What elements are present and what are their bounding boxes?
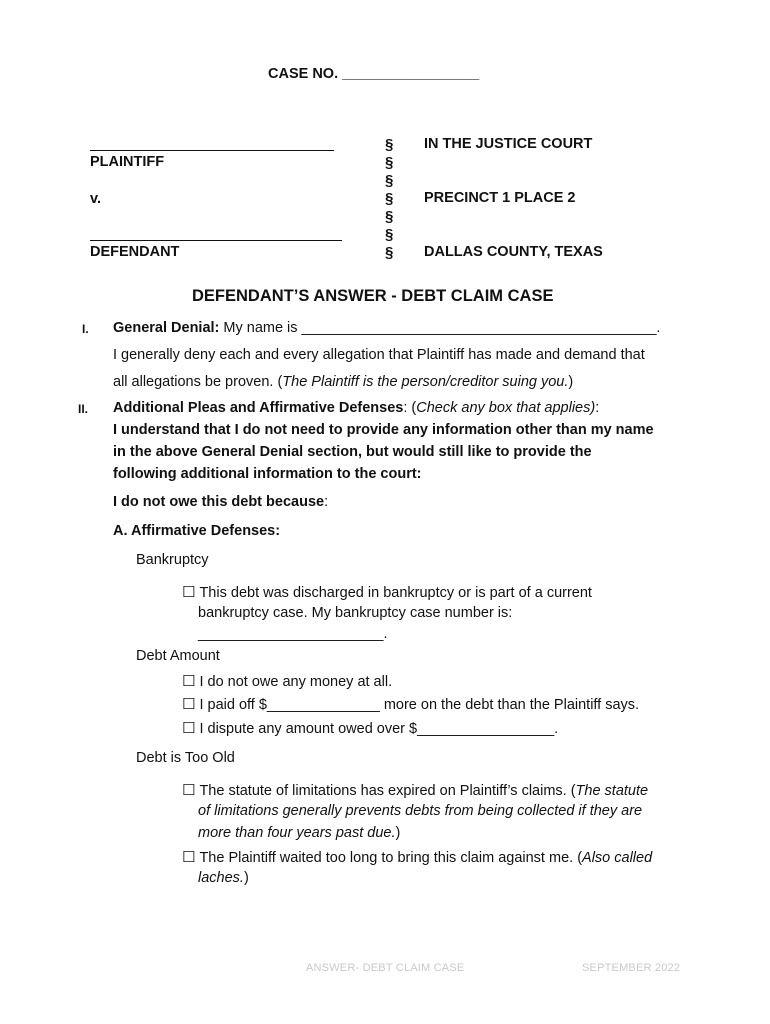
debt-amount-option[interactable] bbox=[182, 695, 639, 713]
case-number-line[interactable]: CASE NO. _________________ bbox=[268, 66, 480, 82]
affirmative-defenses-heading: A. Affirmative Defenses: bbox=[113, 523, 281, 539]
option-note: Also called bbox=[582, 850, 653, 866]
denial-text-part: ) bbox=[568, 374, 574, 390]
court-name: IN THE JUSTICE COURT bbox=[424, 136, 593, 152]
heading-punct: : bbox=[324, 494, 329, 510]
footer-title: ANSWER- DEBT CLAIM CASE bbox=[306, 962, 465, 974]
understand-text: in the above General Denial section, but would still like to provide the bbox=[113, 444, 592, 460]
bankruptcy-heading: Bankruptcy bbox=[136, 552, 209, 568]
precinct-place: PRECINCT 1 PLACE 2 bbox=[424, 190, 576, 206]
not-owe-heading: I do not owe this debt because bbox=[113, 494, 325, 510]
checkbox[interactable]: ☐ bbox=[182, 584, 196, 601]
plaintiff-note: The Plaintiff is the person/creditor suing you. bbox=[282, 374, 569, 390]
too-old-heading: Debt is Too Old bbox=[136, 750, 235, 766]
debt-amount-option[interactable] bbox=[182, 672, 392, 690]
defendant-label: DEFENDANT bbox=[90, 244, 180, 260]
option-note-line bbox=[198, 825, 400, 841]
option-text: I dispute any amount owed over $_________________. bbox=[199, 721, 559, 737]
denial-text-continued bbox=[113, 374, 573, 390]
checkbox[interactable]: ☐ bbox=[182, 720, 196, 737]
section-symbol: § bbox=[385, 226, 394, 243]
checkbox[interactable]: ☐ bbox=[182, 782, 196, 799]
section-symbol: § bbox=[385, 154, 394, 171]
option-note-line bbox=[198, 870, 249, 886]
option-note: more than four years past due. bbox=[198, 825, 396, 841]
check-instruction: Check any box that applies) bbox=[416, 400, 596, 416]
plaintiff-label: PLAINTIFF bbox=[90, 154, 165, 170]
statute-option[interactable] bbox=[182, 781, 648, 799]
general-denial-line bbox=[113, 320, 660, 336]
document-title: DEFENDANT’S ANSWER - DEBT CLAIM CASE bbox=[192, 287, 554, 305]
bankruptcy-option[interactable] bbox=[182, 583, 592, 601]
footer-date: SEPTEMBER 2022 bbox=[582, 962, 681, 974]
plaintiff-name-line[interactable] bbox=[90, 150, 334, 151]
section-numeral-2: II. bbox=[78, 402, 89, 416]
option-note: of limitations generally prevents debts from being collected if they are bbox=[198, 803, 643, 819]
option-text: ) bbox=[395, 825, 401, 841]
laches-option[interactable] bbox=[182, 848, 652, 866]
debt-amount-option[interactable] bbox=[182, 719, 558, 737]
debt-amount-heading: Debt Amount bbox=[136, 648, 220, 664]
versus-label: v. bbox=[90, 191, 102, 207]
section-symbol: § bbox=[385, 190, 394, 207]
additional-pleas-line bbox=[113, 400, 599, 416]
understand-text: following additional information to the court: bbox=[113, 466, 422, 482]
heading-punct: : bbox=[595, 400, 600, 416]
heading-punct: : ( bbox=[403, 400, 417, 416]
defendant-name-line[interactable] bbox=[90, 240, 342, 241]
section-symbol: § bbox=[385, 244, 394, 261]
section-numeral-1: I. bbox=[82, 322, 89, 336]
not-owe-line bbox=[113, 494, 328, 510]
county-state: DALLAS COUNTY, TEXAS bbox=[424, 244, 603, 260]
additional-pleas-heading: Additional Pleas and Affirmative Defenses bbox=[113, 400, 404, 416]
general-denial-heading: General Denial: bbox=[113, 320, 220, 336]
checkbox[interactable]: ☐ bbox=[182, 696, 196, 713]
option-text: I do not owe any money at all. bbox=[199, 674, 393, 690]
bankruptcy-case-number-field[interactable]: _______________________. bbox=[198, 626, 388, 642]
denial-text: I generally deny each and every allegation that Plaintiff has made and demand that bbox=[113, 347, 645, 363]
section-symbol: § bbox=[385, 136, 394, 153]
section-symbol: § bbox=[385, 172, 394, 189]
denial-text-part: all allegations be proven. ( bbox=[113, 374, 283, 390]
understand-text: I understand that I do not need to provide any information other than my name bbox=[113, 422, 654, 438]
option-text: I paid off $______________ more on the debt than the Plaintiff says. bbox=[199, 697, 640, 713]
option-text: ) bbox=[243, 870, 249, 886]
option-note: The statute bbox=[575, 783, 649, 799]
option-note: laches. bbox=[198, 870, 244, 886]
section-symbol: § bbox=[385, 208, 394, 225]
option-text: This debt was discharged in bankruptcy or is part of a current bbox=[199, 585, 592, 601]
checkbox[interactable]: ☐ bbox=[182, 673, 196, 690]
name-field[interactable]: My name is ____________________________________________. bbox=[219, 320, 661, 336]
option-text: The statute of limitations has expired on Plaintiff’s claims. ( bbox=[199, 783, 576, 799]
bankruptcy-text: bankruptcy case. My bankruptcy case number is: bbox=[198, 605, 513, 621]
option-text: The Plaintiff waited too long to bring this claim against me. ( bbox=[199, 850, 583, 866]
checkbox[interactable]: ☐ bbox=[182, 849, 196, 866]
